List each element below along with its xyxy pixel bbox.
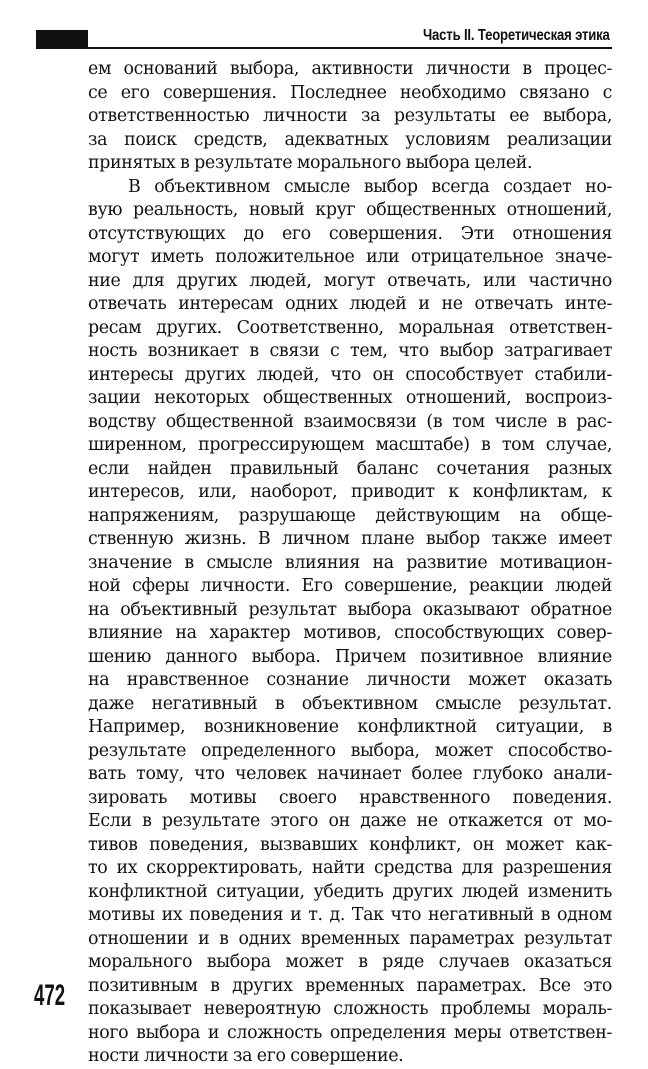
text-line: зации некоторых общественных отношений, воспроиз- — [88, 388, 612, 408]
text-line: В объективном смысле выбор всегда создает но- — [128, 176, 612, 197]
text-line: позитивным в других временных параметрах. Все это — [88, 975, 612, 996]
paragraph-2 — [88, 176, 612, 1069]
text-line: если найден правильный баланс сочетания разных — [88, 458, 612, 479]
text-line: показывает невероятную сложность проблемы мораль- — [88, 999, 612, 1019]
text-line: отсутствующих до его совершения. Эти отношения — [88, 223, 612, 244]
text-line: ности личности за его совершение. — [88, 1046, 404, 1066]
text-line: принятых в результате морального выбора целей. — [88, 153, 533, 173]
text-line: морального выбора может в ряде случаев оказаться — [88, 952, 612, 972]
text-line: конфликтной ситуации, убедить других людей изменить — [88, 881, 612, 902]
text-line: ного выбора и сложность определения меры ответствен- — [88, 1022, 612, 1043]
text-line: ширенном, прогрессирующем масштабе) в том случае, — [88, 435, 612, 455]
text-line: отношении и в одних временных параметрах результат — [88, 928, 612, 949]
text-line: могут иметь положительное или отрицательное значе- — [88, 247, 612, 267]
text-line: ственную жизнь. В личном плане выбор также имеет — [88, 529, 612, 549]
text-line: интересы других людей, что он способствует стабили- — [88, 364, 612, 385]
text-line: напряжениям, разрушающе действующим на обще- — [88, 505, 612, 526]
text-line: Например, возникновение конфликтной ситуации, в — [88, 717, 612, 737]
text-line: вую реальность, новый круг общественных отношений, — [88, 200, 612, 220]
text-line: водству общественной взаимосвязи (в том числе в рас- — [88, 411, 612, 432]
page-number: 472 — [34, 979, 66, 1012]
text-line: Если в результате этого он даже не откажется от мо- — [88, 811, 612, 831]
text-line: мотивы их поведения и т. д. Так что негативный в одном — [88, 905, 612, 925]
text-line: то их скорректировать, найти средства для разрешения — [88, 858, 612, 878]
header-rule — [36, 47, 612, 49]
body-text — [88, 58, 612, 1069]
text-line: даже негативный в объективном смысле результат. — [88, 693, 612, 714]
text-line: значение в смысле влияния на развитие мотивацион- — [88, 552, 612, 573]
text-line: ем оснований выбора, активности личности в процес- — [88, 59, 612, 79]
text-line: ние для других людей, могут отвечать, или частично — [88, 270, 612, 291]
text-line: влияние на характер мотивов, способствующих совер- — [88, 623, 612, 643]
text-line: вать тому, что человек начинает более глубоко анали- — [88, 764, 612, 784]
text-line: ресам других. Соответственно, моральная ответствен- — [88, 317, 612, 338]
header-black-bar — [36, 30, 88, 48]
text-line: результате определенного выбора, может способство- — [88, 740, 612, 761]
text-line: ной сферы личности. Его совершение, реакции людей — [88, 576, 612, 596]
text-line: тивов поведения, вызвавших конфликт, он может как- — [88, 834, 612, 855]
running-head: Часть II. Теоретическая этика — [423, 27, 610, 44]
text-line: се его совершения. Последнее необходимо связано с — [88, 82, 612, 103]
text-line: на нравственное сознание личности может оказать — [88, 670, 612, 690]
text-line: ответственностью личности за результаты ее выбора, — [88, 106, 612, 126]
text-line: зировать мотивы своего нравственного поведения. — [88, 787, 612, 808]
text-line: отвечать интересам одних людей и не отвечать инте- — [88, 294, 612, 314]
text-line: интересов, или, наоборот, приводит к конфликтам, к — [88, 482, 612, 502]
text-line: шению данного выбора. Причем позитивное влияние — [88, 646, 612, 667]
text-line: за поиск средств, адекватных условиям реализации — [88, 129, 612, 150]
paragraph-1 — [88, 58, 612, 176]
text-line: на объективный результат выбора оказывают обратное — [88, 599, 612, 620]
text-line: ность возникает в связи с тем, что выбор затрагивает — [88, 341, 612, 361]
